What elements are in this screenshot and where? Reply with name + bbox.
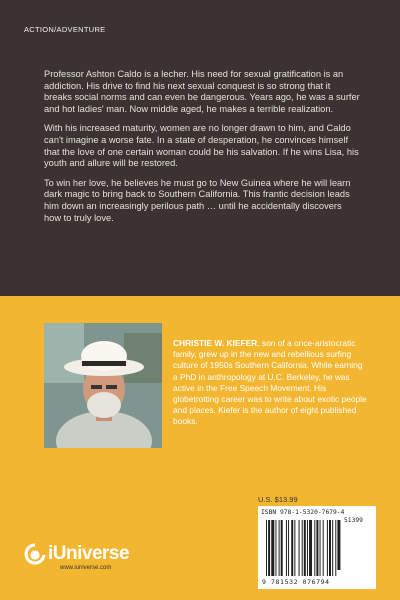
author-panel <box>0 296 400 600</box>
blurb-paragraph-3: To win her love, he believes he must go to New Guinea where he will learn dark magic to bring back to Southern California. This frantic decision leads him down an increasingly perilous path … until he accidentally discovers how to truly love. <box>44 177 351 223</box>
publisher-logo-icon <box>24 543 46 567</box>
publisher-url: www.iuniverse.com <box>60 565 112 571</box>
genre-label: ACTION/ADVENTURE <box>24 25 106 34</box>
blurb-paragraph-1: Professor Ashton Caldo is a lecher. His need for sexual gratification is an addiction. His drive to find his next sexual conquest is so strong that it breaks social norms and can even be dangerous. Years ago, he was a surfer and hot ladies' man. Now middle aged, he makes a terrible realization. <box>44 69 360 114</box>
blurb-panel <box>0 0 400 296</box>
barcode <box>258 506 376 589</box>
publisher-name: iUniverse <box>48 543 130 564</box>
author-name: CHRISTIE W. KIEFER <box>173 338 258 348</box>
addon-number: 51399 <box>344 517 363 524</box>
blurb-text <box>44 69 360 232</box>
author-photo <box>44 323 162 448</box>
isbn-label: ISBN 978-1-5320-7679-4 <box>261 509 345 516</box>
ean-number: 9 781532 076794 <box>262 578 330 586</box>
barcode-bars <box>266 520 372 578</box>
price-label: U.S. $13.99 <box>258 495 298 504</box>
author-bio-text: , son of a once-aristocratic family, grew up in the new and rebellious surfing culture of 1950s Southern California. While earning a PhD in anthropology at U.C. Berkeley, he was active in the Free Speech Movement. His globetrotting career was to write about exotic people and places. Kiefer is the author of eight published books. <box>173 338 367 427</box>
author-bio <box>173 338 369 428</box>
blurb-paragraph-2: With his increased maturity, women are no longer drawn to him, and Caldo can't imagine a worse fate. In a state of desperation, he convinces himself that the love of one certain woman could be his salvation. If he wins Lisa, his youth and allure will be restored. <box>44 123 359 169</box>
